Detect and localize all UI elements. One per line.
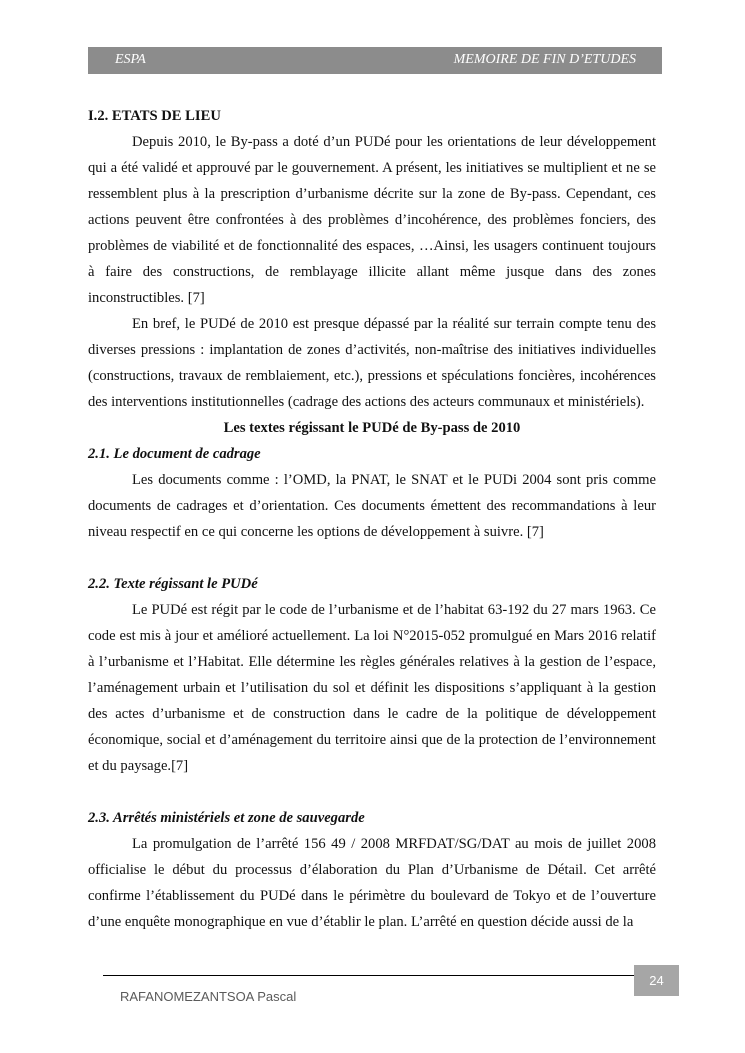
subsection-title: 2.1. Le document de cadrage — [88, 446, 261, 462]
subsection-title: 2.3. Arrêtés ministériels et zone de sauvegarde — [88, 810, 365, 826]
paragraph: Le PUDé est régit par le code de l’urbanisme et de l’habitat 63-192 du 27 mars 1963. Ce code est mis à jour et amélioré actuellement. La loi N°2015-052 promulgué en Mars 2016 relatif à l’urbanisme et l’Habitat. Elle détermine les règles générales relatives à la gestion de l’espace, l’aménagement urbain et l’utilisation du sol et définit les dispositions s’appliquant à la gestion des actes d’urbanisme et de construction dans le cadre de la politique de développement économique, social et d’aménagement du territoire ainsi que de la protection de l’environnement et du paysage.[7] — [88, 602, 656, 774]
footer-author: RAFANOMEZANTSOA Pascal — [120, 989, 297, 1004]
paragraph: La promulgation de l’arrêté 156 49 / 2008 MRFDAT/SG/DAT au mois de juillet 2008 officialise le début du processus d’élaboration du Plan d’Urbanisme de Détail. Cet arrêté confirme l’établissement du PUDé dans le périmètre du boulevard de Tokyo et de l’ouverture d’une enquête monographique en vue d’établir le plan. L’arrêté en question décide aussi de la — [88, 836, 656, 930]
header-right-text: MEMOIRE DE FIN D’ETUDES — [453, 52, 636, 67]
spacer — [88, 545, 656, 571]
centered-heading: Les textes régissant le PUDé de By-pass de 2010 — [223, 420, 521, 436]
spacer — [88, 779, 656, 805]
paragraph: En bref, le PUDé de 2010 est presque dépassé par la réalité sur terrain compte tenu des diverses pressions : implantation de zones d’activités, non-maîtrise des initiatives individuelles (constructions, travaux de remblaiement, etc.), pressions et spéculations foncières, incohérences des interventions institutionnelles (cadrage des actions des acteurs communaux et ministériels). — [88, 316, 656, 410]
section-title: I.2. ETATS DE LIEU — [88, 108, 221, 124]
footer-rule — [103, 975, 634, 976]
paragraph: Depuis 2010, le By-pass a doté d’un PUDé pour les orientations de leur développement qui a été validé et approuvé par le gouvernement. A présent, les initiatives se multiplient et ne se ressemblent plus à la prescription d’urbanisme décrite sur la zone de By-pass. Cependant, ces actions peuvent être confrontées à des problèmes d’incohérence, des problèmes fonciers, des problèmes de viabilité et de fonctionnalité des espaces, …Ainsi, les usagers continuent toujours à faire des constructions, de remblayage illicite allant même jusque dans des zones inconstructibles. [7] — [88, 134, 656, 306]
document-body — [88, 103, 656, 935]
page-header — [88, 47, 662, 74]
page-number: 24 — [634, 965, 679, 996]
paragraph: Les documents comme : l’OMD, la PNAT, le SNAT et le PUDi 2004 sont pris comme documents de cadrages et d’orientation. Ces documents émettent des recommandations à leur niveau respectif en ce qui concerne les options de développement à suivre. [7] — [88, 472, 656, 540]
header-left-text: ESPA — [115, 52, 146, 67]
subsection-title: 2.2. Texte régissant le PUDé — [88, 576, 258, 592]
